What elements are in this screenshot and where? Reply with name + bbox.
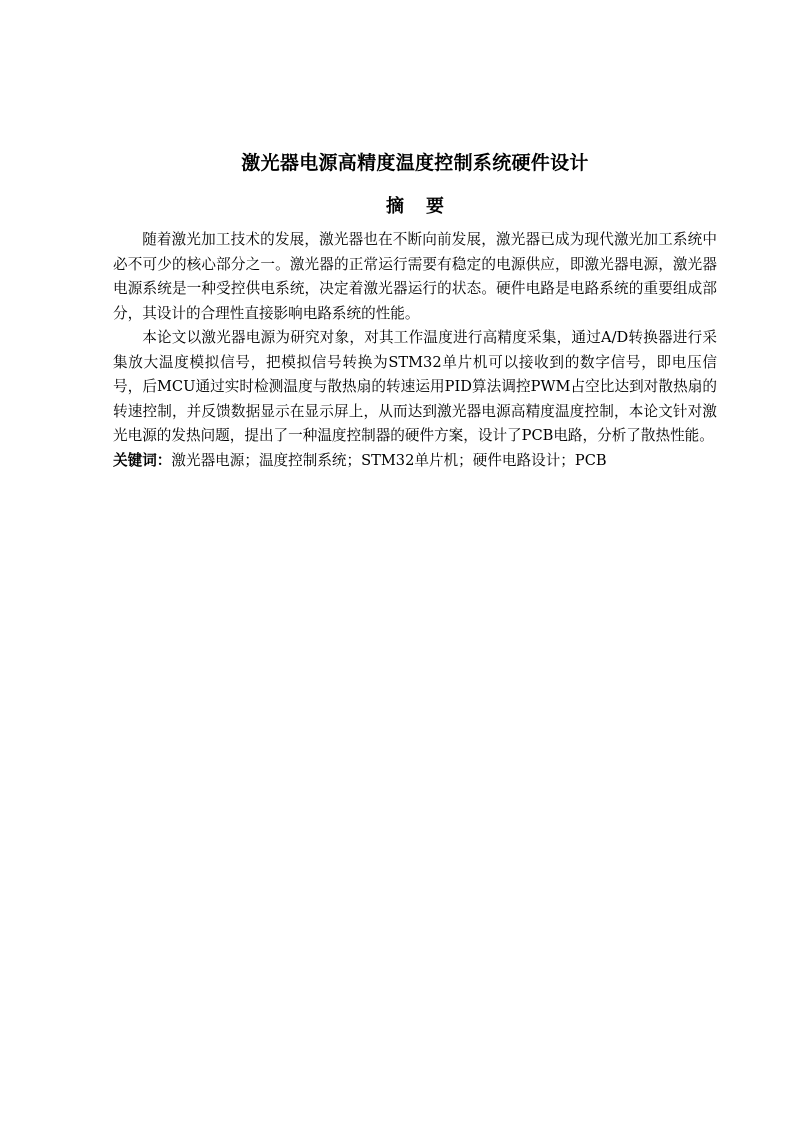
abstract-heading: 摘要 [386,196,466,217]
abstract-paragraph-1: 随着激光加工技术的发展，激光器也在不断向前发展，激光器已成为现代激光加工系统中必不可少的核心部分之一。激光器的正常运行需要有稳定的电源供应，即激光器电源，激光器电源系统是一种受控供电系统，决定着激光器运行的状态。硬件电路是电路系统的重要组成部分，其设计的合理性直接影响电路系统的性能。 [113,231,717,322]
keywords-label: 关键词： [113,451,172,469]
paper-title: 激光器电源高精度温度控制系统硬件设计 [241,152,589,174]
page-content [113,150,717,473]
keywords-text: 激光器电源；温度控制系统；STM32单片机；硬件电路设计；PCB [171,451,607,469]
keywords-line [113,449,717,474]
abstract-paragraph-2: 本论文以激光器电源为研究对象，对其工作温度进行高精度采集，通过A/D转换器进行采集放大温度模拟信号，把模拟信号转换为STM32单片机可以接收到的数字信号，即电压信号，后MCU通过实时检测温度与散热扇的转速运用PID算法调控PWM占空比达到对散热扇的转速控制，并反馈数据显示在显示屏上，从而达到激光器电源高精度温度控制，本论文针对激光电源的发热问题，提出了一种温度控制器的硬件方案，设计了PCB电路，分析了散热性能。 [113,329,717,444]
